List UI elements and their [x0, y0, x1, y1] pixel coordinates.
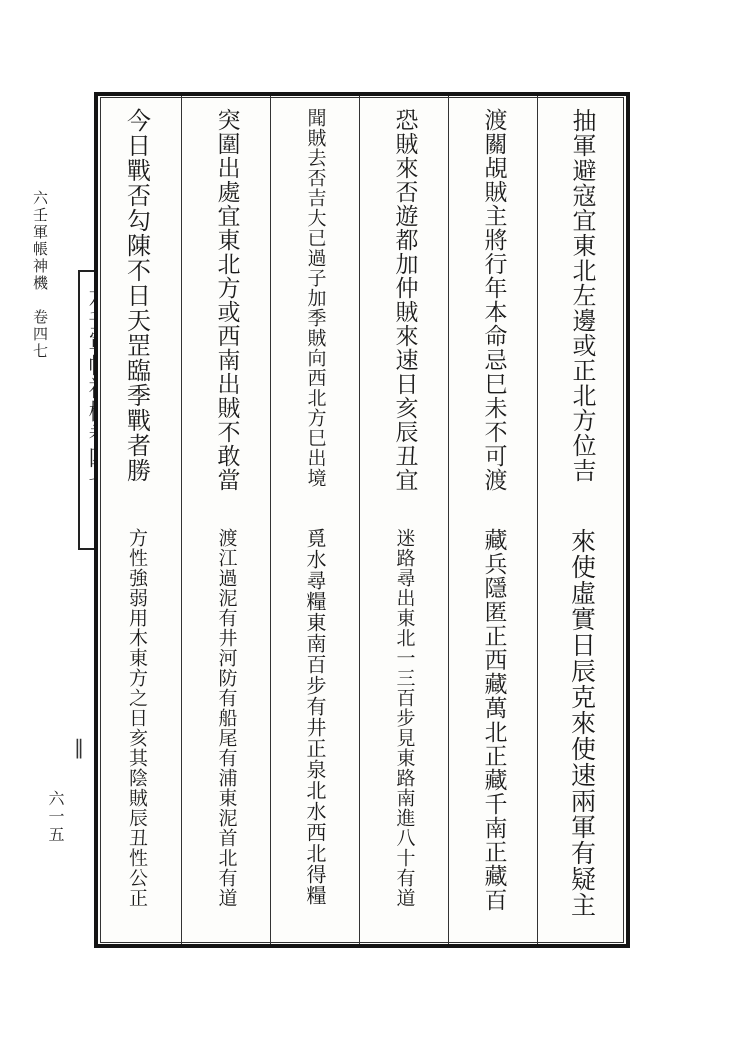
- column-3-lower-text: 迷路尋出東北一三百步見東路南進八十有道: [393, 528, 416, 908]
- column-1-upper-text: 抽軍避寇宜東北左邊或正北方位吉: [568, 108, 596, 483]
- column-2-lower-text: 藏兵隱匿正西藏萬北正藏千南正藏百: [480, 528, 507, 912]
- column-3: [359, 96, 448, 944]
- column-5-lower-text: 渡江過泥有井河防有船尾有浦東泥首北有道: [215, 528, 238, 908]
- column-4-lower-text: 覓水尋糧東南百步有井正泉北水西北得糧: [303, 528, 327, 906]
- column-2: [448, 96, 537, 944]
- page-frame: [94, 92, 630, 948]
- column-4-upper-text: 聞賊去否吉大已過子加季賊向西北方巳出境: [304, 108, 327, 488]
- column-3-upper-text: 恐賊來否遊都加仲賊來速日亥辰丑宜: [391, 108, 418, 492]
- column-4: [270, 96, 359, 944]
- column-6: [92, 96, 181, 944]
- column-5-upper-text: 突圍出處宜東北方或西南出賊不敢當: [213, 108, 240, 492]
- edge-mark: ‖: [74, 735, 84, 759]
- column-1-lower-text: 來使虛實日辰克來使速兩軍有疑主: [567, 528, 597, 918]
- page-number: 六一五: [46, 790, 65, 844]
- column-6-lower-text: 方性強弱用木東方之日亥其陰賊辰丑性公正: [126, 528, 148, 908]
- column-5: [181, 96, 270, 944]
- book-title: 六壬軍帳神機 卷四七: [31, 190, 49, 360]
- column-6-upper-text: 今日戰否勾陳不日天罡臨季戰者勝: [122, 108, 151, 483]
- column-1: [537, 96, 626, 944]
- column-2-upper-text: 渡關覘賊主將行年本命忌巳未不可渡: [480, 108, 507, 492]
